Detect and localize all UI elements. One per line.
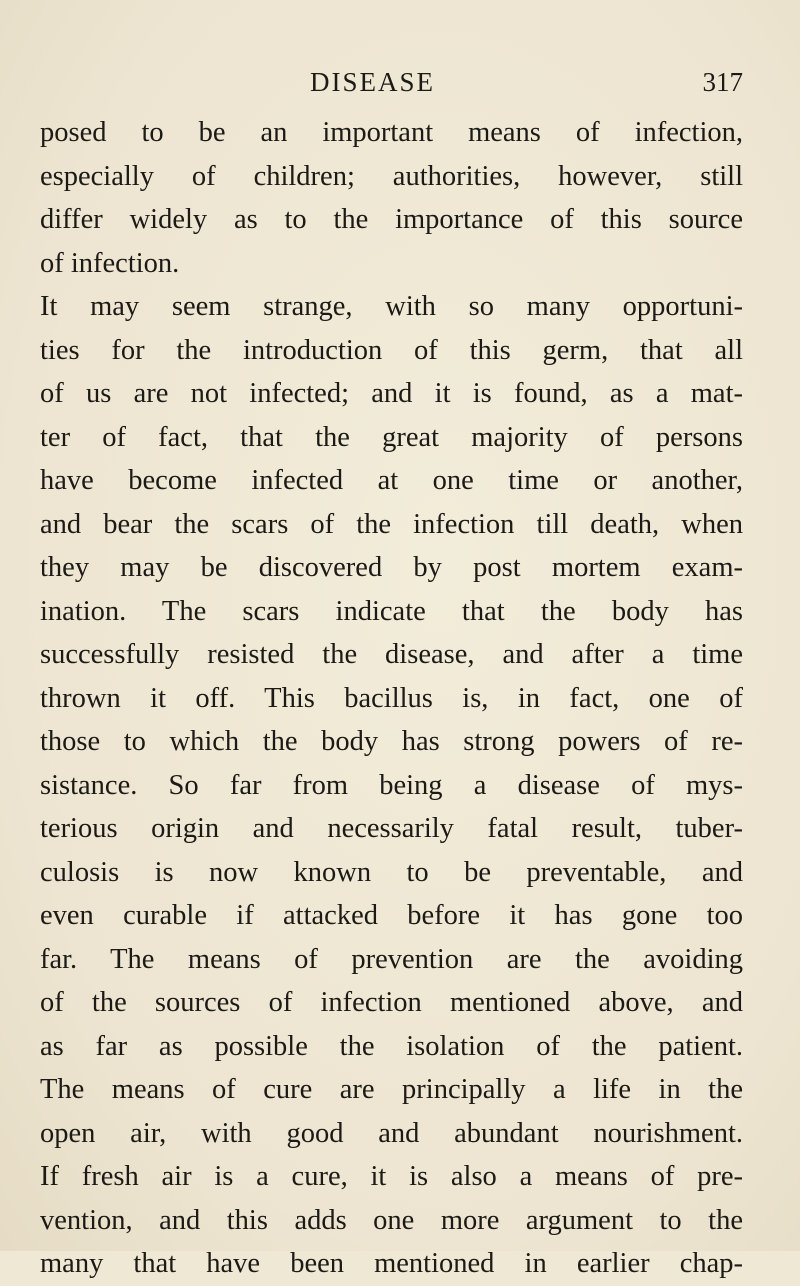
text-line: of infection.	[40, 247, 180, 279]
running-head	[40, 62, 743, 102]
text-line: ination. The scars indicate that the body has	[40, 595, 743, 627]
page-number: 317	[702, 67, 743, 97]
text-line: sistance. So far from being a disease of mys-	[40, 769, 743, 801]
text-line: It may seem strange, with so many opportuni-	[40, 291, 743, 322]
text-line: of the sources of infection mentioned above, and	[40, 987, 743, 1018]
text-line: successfully resisted the disease, and after a time	[40, 639, 743, 670]
text-line: differ widely as to the importance of this source	[40, 204, 743, 235]
body-text	[40, 111, 743, 1286]
text-line: as far as possible the isolation of the patient.	[40, 1030, 743, 1062]
text-line: ter of fact, that the great majority of persons	[40, 421, 743, 453]
text-line: posed to be an important means of infection,	[40, 117, 743, 148]
text-line: and bear the scars of the infection till death, when	[40, 508, 743, 540]
text-line: thrown it off. This bacillus is, in fact, one of	[40, 682, 743, 714]
text-line: open air, with good and abundant nourishment.	[40, 1117, 743, 1149]
text-line: culosis is now known to be preventable, and	[40, 856, 743, 888]
running-head-title: DISEASE	[310, 67, 436, 97]
text-line: many that have been mentioned in earlier chap-	[40, 1248, 743, 1279]
text-line: of us are not infected; and it is found, as a mat-	[40, 378, 743, 409]
text-line: The means of cure are principally a life in the	[40, 1074, 743, 1105]
text-line: vention, and this adds one more argument to the	[40, 1204, 743, 1236]
text-line: those to which the body has strong powers of re-	[40, 726, 743, 757]
text-line: they may be discovered by post mortem exam-	[40, 552, 743, 583]
text-line: If fresh air is a cure, it is also a means of pre-	[40, 1161, 743, 1192]
text-line: have become infected at one time or another,	[40, 465, 743, 496]
text-line: terious origin and necessarily fatal result, tuber-	[40, 813, 743, 844]
text-line: ties for the introduction of this germ, that all	[40, 334, 743, 366]
text-line: even curable if attacked before it has gone too	[40, 900, 743, 931]
text-line: especially of children; authorities, however, still	[40, 160, 743, 192]
text-line: far. The means of prevention are the avoiding	[40, 943, 743, 975]
